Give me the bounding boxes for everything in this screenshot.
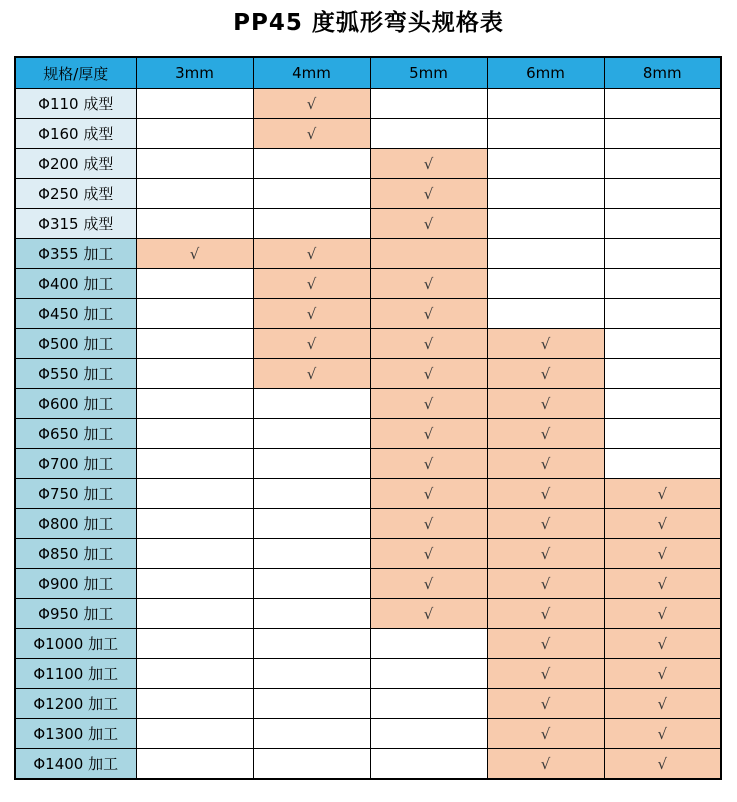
check-cell: √ bbox=[253, 89, 370, 119]
empty-cell bbox=[604, 119, 721, 149]
table-row bbox=[15, 329, 721, 359]
empty-cell bbox=[136, 389, 253, 419]
empty-cell bbox=[604, 359, 721, 389]
check-cell: √ bbox=[370, 449, 487, 479]
empty-cell bbox=[253, 509, 370, 539]
table-row bbox=[15, 89, 721, 119]
empty-cell bbox=[136, 179, 253, 209]
empty-cell bbox=[487, 269, 604, 299]
row-label: Φ750 加工 bbox=[15, 479, 136, 509]
check-cell: √ bbox=[253, 329, 370, 359]
row-label: Φ400 加工 bbox=[15, 269, 136, 299]
table-row bbox=[15, 719, 721, 749]
table-row bbox=[15, 569, 721, 599]
check-cell: √ bbox=[370, 599, 487, 629]
empty-cell bbox=[136, 689, 253, 719]
check-cell: √ bbox=[253, 239, 370, 269]
empty-cell bbox=[136, 659, 253, 689]
check-cell: √ bbox=[604, 719, 721, 749]
table-row bbox=[15, 749, 721, 780]
empty-cell bbox=[253, 749, 370, 780]
check-cell: √ bbox=[487, 449, 604, 479]
check-cell: √ bbox=[604, 629, 721, 659]
empty-cell bbox=[253, 179, 370, 209]
table-row bbox=[15, 419, 721, 449]
table-row bbox=[15, 149, 721, 179]
empty-cell bbox=[136, 119, 253, 149]
empty-cell bbox=[136, 719, 253, 749]
empty-cell bbox=[604, 179, 721, 209]
empty-cell bbox=[370, 629, 487, 659]
table-row bbox=[15, 269, 721, 299]
check-cell: √ bbox=[604, 509, 721, 539]
check-cell: √ bbox=[487, 359, 604, 389]
empty-cell bbox=[604, 89, 721, 119]
check-cell: √ bbox=[253, 299, 370, 329]
empty-cell bbox=[370, 719, 487, 749]
row-label: Φ950 加工 bbox=[15, 599, 136, 629]
empty-cell bbox=[136, 269, 253, 299]
check-cell: √ bbox=[370, 419, 487, 449]
empty-cell bbox=[604, 449, 721, 479]
check-cell: √ bbox=[487, 629, 604, 659]
check-cell: √ bbox=[604, 749, 721, 780]
check-cell: √ bbox=[370, 509, 487, 539]
check-cell: √ bbox=[487, 659, 604, 689]
empty-cell bbox=[136, 449, 253, 479]
check-cell: √ bbox=[370, 299, 487, 329]
empty-cell bbox=[604, 149, 721, 179]
row-label: Φ450 加工 bbox=[15, 299, 136, 329]
empty-cell bbox=[136, 419, 253, 449]
empty-cell bbox=[136, 599, 253, 629]
table-row bbox=[15, 689, 721, 719]
check-cell: √ bbox=[370, 479, 487, 509]
empty-cell bbox=[370, 659, 487, 689]
empty-cell bbox=[136, 149, 253, 179]
empty-cell bbox=[253, 479, 370, 509]
row-label: Φ650 加工 bbox=[15, 419, 136, 449]
table-row bbox=[15, 599, 721, 629]
empty-cell bbox=[604, 209, 721, 239]
check-cell: √ bbox=[487, 509, 604, 539]
check-cell: √ bbox=[370, 389, 487, 419]
empty-cell bbox=[136, 629, 253, 659]
row-label: Φ1100 加工 bbox=[15, 659, 136, 689]
empty-cell bbox=[253, 569, 370, 599]
empty-cell bbox=[253, 389, 370, 419]
empty-cell bbox=[604, 239, 721, 269]
empty-cell bbox=[136, 509, 253, 539]
check-cell: √ bbox=[370, 209, 487, 239]
header-cell-spec-thickness: 规格/厚度 bbox=[15, 57, 136, 89]
spec-table bbox=[14, 56, 722, 780]
empty-cell bbox=[253, 719, 370, 749]
table-row bbox=[15, 359, 721, 389]
empty-cell bbox=[253, 599, 370, 629]
empty-cell bbox=[370, 119, 487, 149]
header-cell-4mm: 4mm bbox=[253, 57, 370, 89]
empty-cell bbox=[370, 89, 487, 119]
check-cell: √ bbox=[487, 599, 604, 629]
empty-cell bbox=[604, 419, 721, 449]
check-cell: √ bbox=[370, 179, 487, 209]
check-cell: √ bbox=[370, 569, 487, 599]
check-cell: √ bbox=[136, 239, 253, 269]
check-cell: √ bbox=[487, 329, 604, 359]
check-cell: √ bbox=[370, 359, 487, 389]
row-label: Φ600 加工 bbox=[15, 389, 136, 419]
empty-cell bbox=[370, 749, 487, 780]
empty-cell bbox=[136, 89, 253, 119]
empty-cell bbox=[487, 149, 604, 179]
table-row bbox=[15, 119, 721, 149]
header-row bbox=[15, 57, 721, 89]
check-cell: √ bbox=[604, 599, 721, 629]
table-row bbox=[15, 179, 721, 209]
empty-cell bbox=[253, 449, 370, 479]
empty-cell bbox=[604, 299, 721, 329]
row-label: Φ1000 加工 bbox=[15, 629, 136, 659]
empty-cell bbox=[253, 659, 370, 689]
empty-cell bbox=[253, 539, 370, 569]
row-label: Φ800 加工 bbox=[15, 509, 136, 539]
empty-cell bbox=[487, 239, 604, 269]
table-row bbox=[15, 479, 721, 509]
row-label: Φ1300 加工 bbox=[15, 719, 136, 749]
empty-cell bbox=[136, 539, 253, 569]
row-label: Φ550 加工 bbox=[15, 359, 136, 389]
empty-cell bbox=[253, 629, 370, 659]
empty-cell bbox=[136, 749, 253, 780]
check-cell: √ bbox=[253, 269, 370, 299]
row-label: Φ850 加工 bbox=[15, 539, 136, 569]
table-row bbox=[15, 389, 721, 419]
check-cell: √ bbox=[487, 689, 604, 719]
header-cell-5mm: 5mm bbox=[370, 57, 487, 89]
header-cell-6mm: 6mm bbox=[487, 57, 604, 89]
header-cell-3mm: 3mm bbox=[136, 57, 253, 89]
row-label: Φ160 成型 bbox=[15, 119, 136, 149]
row-label: Φ1400 加工 bbox=[15, 749, 136, 780]
header-cell-8mm: 8mm bbox=[604, 57, 721, 89]
check-cell: √ bbox=[370, 269, 487, 299]
table-row bbox=[15, 209, 721, 239]
table-row bbox=[15, 449, 721, 479]
empty-cell bbox=[487, 89, 604, 119]
check-cell: √ bbox=[604, 689, 721, 719]
empty-cell bbox=[136, 359, 253, 389]
empty-cell bbox=[487, 179, 604, 209]
empty-cell bbox=[604, 389, 721, 419]
table-row bbox=[15, 629, 721, 659]
check-cell: √ bbox=[487, 539, 604, 569]
check-cell: √ bbox=[253, 359, 370, 389]
empty-cell bbox=[136, 299, 253, 329]
row-label: Φ110 成型 bbox=[15, 89, 136, 119]
empty-cell bbox=[604, 269, 721, 299]
row-label: Φ700 加工 bbox=[15, 449, 136, 479]
row-label: Φ355 加工 bbox=[15, 239, 136, 269]
empty-cell bbox=[253, 149, 370, 179]
check-cell: √ bbox=[487, 419, 604, 449]
check-cell: √ bbox=[370, 149, 487, 179]
check-cell: √ bbox=[253, 119, 370, 149]
table-row bbox=[15, 299, 721, 329]
check-cell: √ bbox=[487, 479, 604, 509]
check-cell: √ bbox=[604, 659, 721, 689]
empty-cell bbox=[136, 569, 253, 599]
check-cell: √ bbox=[487, 569, 604, 599]
empty-cell bbox=[136, 479, 253, 509]
table-row bbox=[15, 239, 721, 269]
row-label: Φ200 成型 bbox=[15, 149, 136, 179]
check-cell: √ bbox=[604, 539, 721, 569]
page-title: PP45 度弧形弯头规格表 bbox=[233, 10, 504, 36]
empty-cell bbox=[487, 119, 604, 149]
check-cell: √ bbox=[487, 749, 604, 780]
row-label: Φ900 加工 bbox=[15, 569, 136, 599]
empty-cell bbox=[253, 209, 370, 239]
row-label: Φ1200 加工 bbox=[15, 689, 136, 719]
row-label: Φ250 成型 bbox=[15, 179, 136, 209]
row-label: Φ315 成型 bbox=[15, 209, 136, 239]
empty-cell bbox=[604, 329, 721, 359]
check-cell: √ bbox=[487, 389, 604, 419]
check-cell: √ bbox=[370, 329, 487, 359]
table-row bbox=[15, 659, 721, 689]
table-body bbox=[15, 89, 721, 780]
row-label: Φ500 加工 bbox=[15, 329, 136, 359]
table-row bbox=[15, 509, 721, 539]
empty-cell bbox=[253, 419, 370, 449]
empty-cell bbox=[487, 209, 604, 239]
check-cell: √ bbox=[370, 539, 487, 569]
empty-cell bbox=[253, 689, 370, 719]
check-cell: √ bbox=[487, 719, 604, 749]
empty-cell bbox=[370, 689, 487, 719]
empty-cell bbox=[136, 329, 253, 359]
highlight-cell bbox=[370, 239, 487, 269]
table-row bbox=[15, 539, 721, 569]
empty-cell bbox=[136, 209, 253, 239]
check-cell: √ bbox=[604, 569, 721, 599]
check-cell: √ bbox=[604, 479, 721, 509]
empty-cell bbox=[487, 299, 604, 329]
